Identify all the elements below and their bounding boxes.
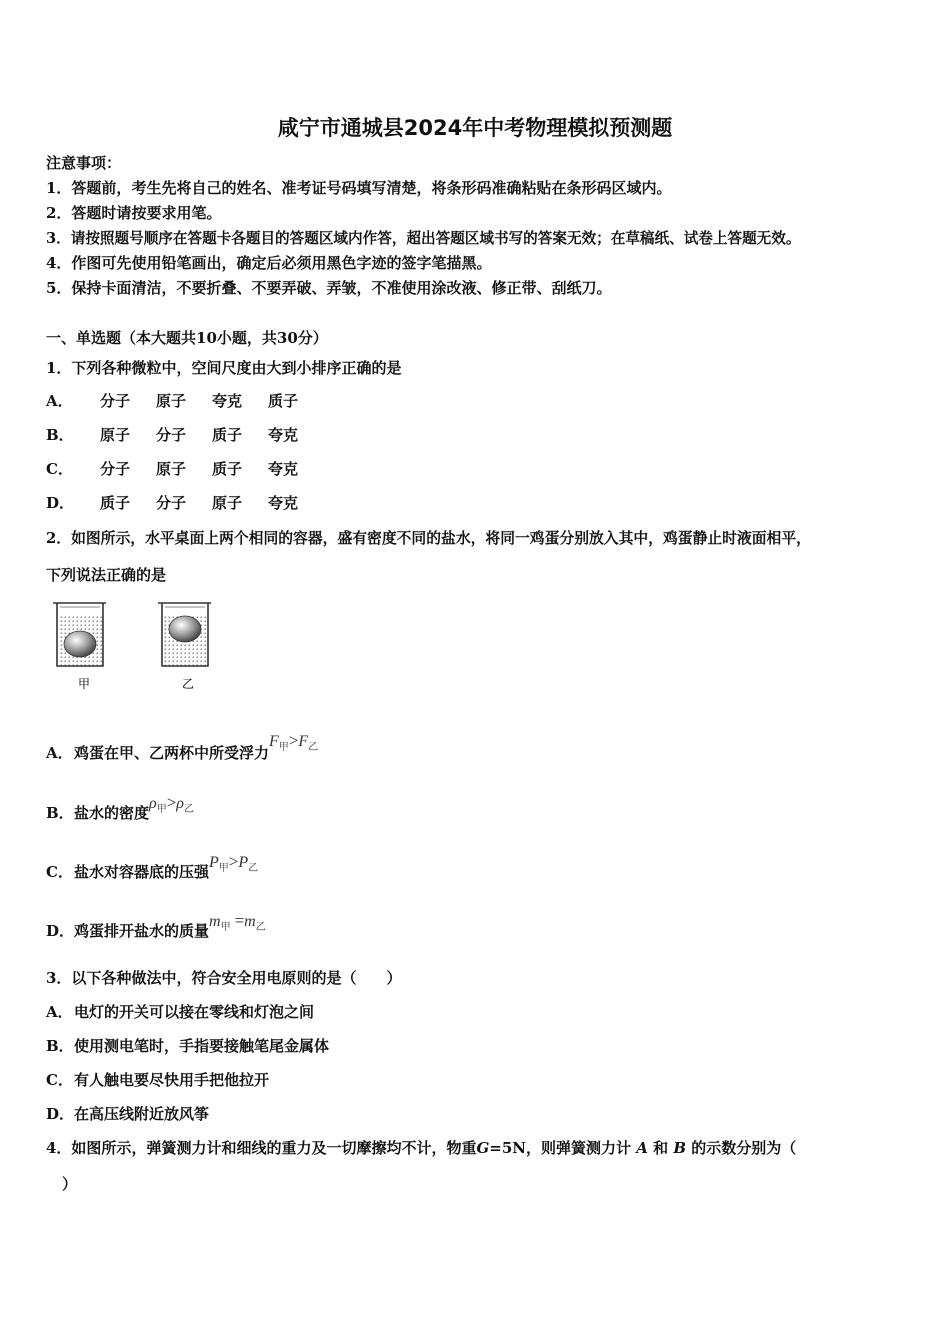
option-text: 有人触电要尽快用手把他拉开 bbox=[74, 1071, 270, 1089]
beaker-left bbox=[53, 603, 106, 666]
q3-option-b bbox=[46, 1035, 329, 1056]
option-item: 分子 bbox=[156, 494, 187, 512]
option-item: 分子 bbox=[100, 460, 131, 478]
option-item: 原子 bbox=[156, 460, 187, 478]
q3-option-a bbox=[46, 1001, 314, 1022]
option-label: A． bbox=[46, 744, 73, 762]
q3-option-d bbox=[46, 1103, 209, 1124]
option-item: 质子 bbox=[212, 460, 243, 478]
option-text: 鸡蛋排开盐水的质量 bbox=[74, 922, 210, 940]
option-label: A． bbox=[46, 392, 73, 410]
option-item: 原子 bbox=[156, 392, 187, 410]
q1-option-d bbox=[46, 492, 298, 513]
formula: $F_甲>F_乙$ bbox=[269, 731, 319, 754]
question-4-close: ） bbox=[62, 1175, 78, 1193]
question-2-stem: 2．如图所示，水平桌面上两个相同的容器，盛有密度不同的盐水，将同一鸡蛋分别放入其中，鸡蛋静止时液面相平， bbox=[46, 530, 811, 547]
q2-option-c bbox=[46, 852, 259, 884]
q1-option-b bbox=[46, 424, 298, 445]
question-1-stem: 1．下列各种微粒中，空间尺度由大到小排序正确的是 bbox=[46, 359, 402, 377]
option-label: C． bbox=[46, 1071, 73, 1089]
question-2-stem-cont: 下列说法正确的是 bbox=[46, 566, 167, 584]
figure-label-right: 乙 bbox=[181, 677, 195, 691]
beaker-figure bbox=[48, 600, 228, 695]
notice-item: 5．保持卡面清洁，不要折叠、不要弄破、弄皱，不准使用涂改液、修正带、刮纸刀。 bbox=[46, 279, 612, 297]
formula: $m_甲 =m_乙$ bbox=[209, 911, 266, 934]
option-item: 夸克 bbox=[268, 494, 299, 512]
option-item: 夸克 bbox=[268, 460, 299, 478]
notice-heading: 注意事项： bbox=[46, 154, 122, 172]
section-heading: 一、单选题（本大题共10小题，共30分） bbox=[46, 329, 328, 347]
option-label: C． bbox=[46, 460, 73, 478]
option-text: 使用测电笔时，手指要接触笔尾金属体 bbox=[74, 1037, 330, 1055]
option-label: D． bbox=[46, 922, 75, 940]
option-item: 夸克 bbox=[212, 392, 243, 410]
q3-option-c bbox=[46, 1069, 269, 1090]
page-title: 咸宁市通城县2024年中考物理模拟预测题 bbox=[277, 116, 673, 140]
q2-option-d bbox=[46, 911, 266, 943]
option-label: D． bbox=[46, 494, 75, 512]
option-label: B． bbox=[46, 804, 74, 822]
option-item: 分子 bbox=[100, 392, 131, 410]
option-item: 夸克 bbox=[268, 426, 299, 444]
option-item: 质子 bbox=[268, 392, 299, 410]
formula: $P_甲>P_乙$ bbox=[209, 852, 259, 875]
question-4-stem: 4．如图所示，弹簧测力计和细线的重力及一切摩擦均不计，物重G=5N，则弹簧测力计 A 和 B 的示数分别为（ bbox=[46, 1139, 797, 1157]
q1-option-a bbox=[46, 390, 298, 411]
figure-label-left: 甲 bbox=[77, 677, 91, 691]
option-label: A． bbox=[46, 1003, 73, 1021]
q1-option-c bbox=[46, 458, 298, 479]
notice-item: 3．请按照题号顺序在答题卡各题目的答题区域内作答，超出答题区域书写的答案无效；在草稿纸、试卷上答题无效。 bbox=[46, 230, 801, 247]
q2-option-b bbox=[46, 793, 194, 825]
option-item: 原子 bbox=[100, 426, 131, 444]
option-item: 质子 bbox=[100, 494, 131, 512]
option-text: 电灯的开关可以接在零线和灯泡之间 bbox=[74, 1003, 315, 1021]
option-label: B． bbox=[46, 426, 74, 444]
beaker-right bbox=[158, 603, 211, 666]
option-label: C． bbox=[46, 863, 73, 881]
option-item: 原子 bbox=[212, 494, 243, 512]
option-text: 在高压线附近放风筝 bbox=[74, 1105, 210, 1123]
option-label: D． bbox=[46, 1105, 75, 1123]
option-item: 质子 bbox=[212, 426, 243, 444]
option-text: 盐水的密度 bbox=[74, 804, 150, 822]
q2-option-a bbox=[46, 731, 319, 765]
formula: $\rho_甲>\rho_乙$ bbox=[149, 793, 194, 816]
option-text: 盐水对容器底的压强 bbox=[74, 863, 210, 881]
option-text: 鸡蛋在甲、乙两杯中所受浮力 bbox=[74, 744, 270, 762]
option-item: 分子 bbox=[156, 426, 187, 444]
notice-item: 4．作图可先使用铅笔画出，确定后必须用黑色字迹的签字笔描黑。 bbox=[46, 254, 492, 272]
notice-item: 1．答题前，考生先将自己的姓名、准考证号码填写清楚，将条形码准确粘贴在条形码区域内。 bbox=[46, 179, 672, 197]
option-label: B． bbox=[46, 1037, 74, 1055]
notice-item: 2．答题时请按要求用笔。 bbox=[46, 204, 222, 222]
question-3-stem: 3．以下各种做法中，符合安全用电原则的是（ ） bbox=[46, 969, 402, 987]
